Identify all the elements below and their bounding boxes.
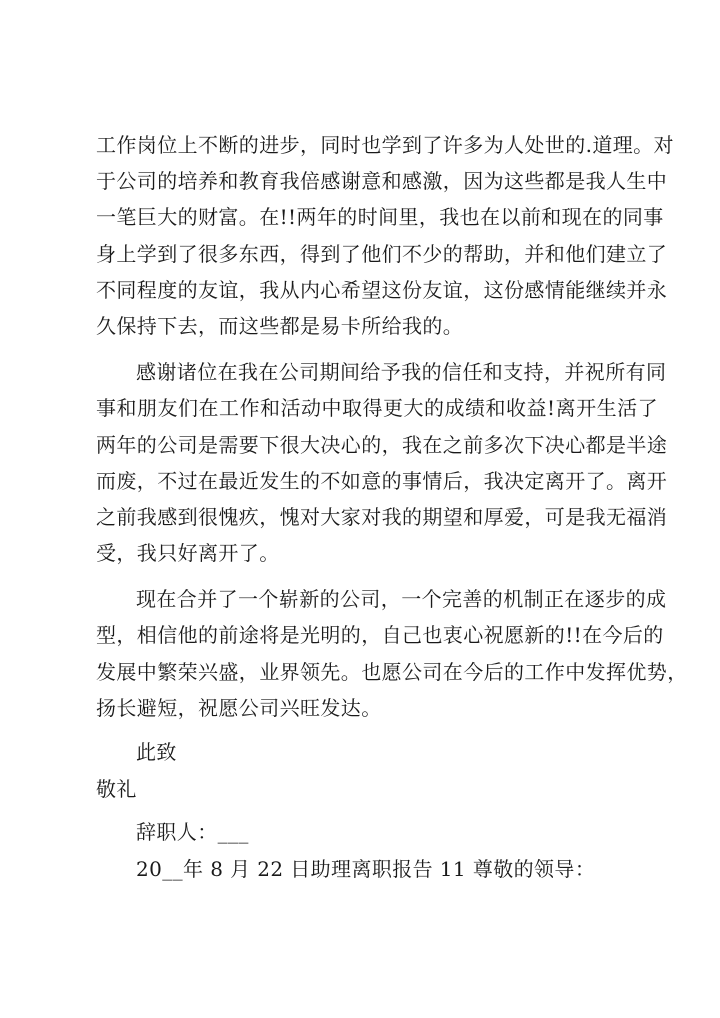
text-line: 发展中繁荣兴盛，业界领先。也愿公司在今后的工作中发挥优势，	[96, 660, 688, 684]
text-line: 不同程度的友谊，我从内心希望这份友谊，这份感情能继续并永	[96, 278, 668, 302]
text-line: 于公司的培养和教育我倍感谢意和感激，因为这些都是我人生中	[96, 169, 668, 193]
text-line: 身上学到了很多东西，得到了他们不少的帮助，并和他们建立了	[96, 242, 668, 266]
date-line: 20__年 8 月 22 日助理离职报告 11 尊敬的领导：	[136, 857, 596, 881]
text-line: 之前我感到很愧疚，愧对大家对我的期望和厚爱，可是我无福消	[96, 505, 668, 529]
text-line: 工作岗位上不断的进步，同时也学到了许多为人处世的.道理。对	[96, 133, 674, 157]
text-line: 扬长避短，祝愿公司兴旺发达。	[96, 696, 382, 720]
text-line: 型，相信他的前途将是光明的，自己也衷心祝愿新的!!在今后的	[96, 623, 664, 647]
closing-regards: 敬礼	[96, 777, 137, 801]
text-line: 受，我只好离开了。	[96, 541, 280, 565]
closing-salutation: 此致	[136, 740, 177, 764]
text-line: 事和朋友们在工作和活动中取得更大的成绩和收益!离开生活了	[96, 396, 658, 420]
text-line: 而废，不过在最近发生的不如意的事情后，我决定离开了。离开	[96, 469, 668, 493]
signature-line: 辞职人：___	[136, 820, 249, 844]
paragraph-first-line: 现在合并了一个崭新的公司，一个完善的机制正在逐步的成	[136, 587, 667, 611]
text-line: 两年的公司是需要下很大决心的，我在之前多次下决心都是半途	[96, 433, 668, 457]
paragraph-first-line: 感谢诸位在我在公司期间给予我的信任和支持，并祝所有同	[136, 360, 667, 384]
text-line: 久保持下去，而这些都是易卡所给我的。	[96, 314, 464, 338]
text-line: 一笔巨大的财富。在!!两年的时间里，我也在以前和现在的同事	[96, 205, 664, 229]
